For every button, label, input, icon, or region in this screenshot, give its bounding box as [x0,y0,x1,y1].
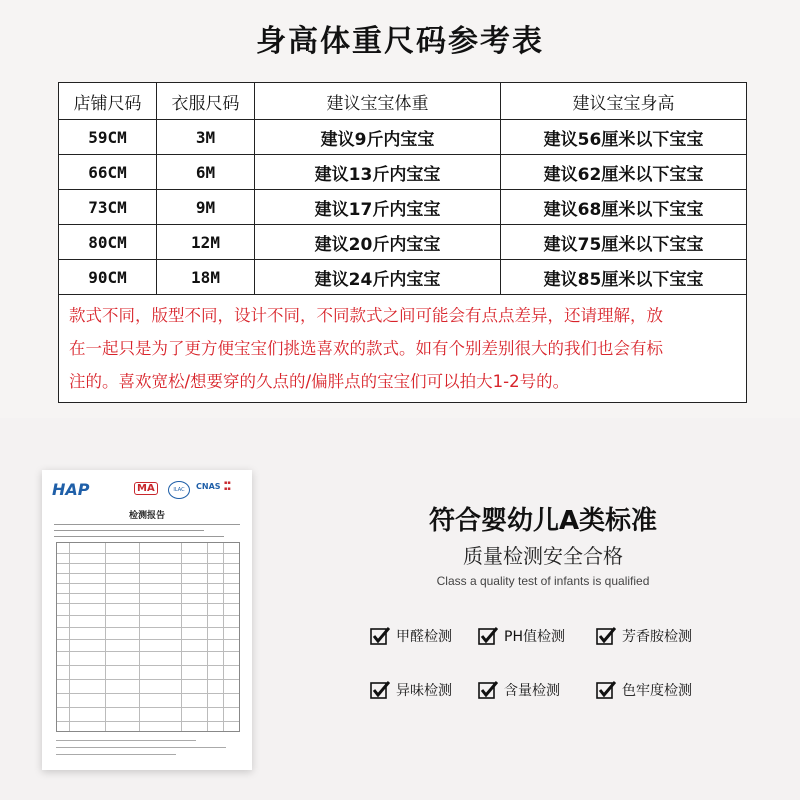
checkbox-checked-icon [596,626,616,646]
column-header: 建议宝宝身高 [501,83,747,120]
weight-cell: 建议24斤内宝宝 [255,260,501,295]
height-cell: 建议62厘米以下宝宝 [501,155,747,190]
report-footer-graphic [56,740,238,761]
column-header: 店铺尺码 [59,83,157,120]
check-label: 芳香胺检测 [622,629,692,645]
size-table [58,82,747,403]
table-header-row [59,83,747,120]
quality-title: 符合婴幼儿A类标准 [428,506,658,536]
check-item [370,680,452,700]
table-row [59,155,747,190]
check-label: 色牢度检测 [622,683,692,699]
quality-subtitle: 质量检测安全合格 [463,544,623,568]
check-item [478,680,560,700]
note-line: 款式不同，版型不同，设计不同，不同款式之间可能会有点点差异，还请理解，放 [69,306,663,325]
shop-size-cell: 59CM [59,120,157,155]
check-item [596,680,692,700]
note-line: 注的。喜欢宽松/想要穿的久点的/偏胖点的宝宝们可以拍大1-2号的。 [69,372,570,391]
checkbox-checked-icon [370,626,390,646]
check-item [370,626,452,646]
checkbox-checked-icon [596,680,616,700]
ilac-logo-icon: ILAC [168,481,190,499]
height-cell: 建议85厘米以下宝宝 [501,260,747,295]
page-title: 身高体重尺码参考表 [256,24,544,59]
shop-size-cell: 80CM [59,225,157,260]
shop-size-cell: 73CM [59,190,157,225]
cloth-size-cell: 6M [157,155,255,190]
divider [54,524,240,525]
cloth-size-cell: 3M [157,120,255,155]
check-label: 异味检测 [396,683,452,699]
checkbox-checked-icon [370,680,390,700]
height-cell: 建议68厘米以下宝宝 [501,190,747,225]
divider [54,536,224,537]
report-table-graphic [56,542,240,732]
check-item [596,626,692,646]
table-row [59,260,747,295]
check-label: 甲醛检测 [396,629,452,645]
check-label: PH值检测 [504,629,565,645]
column-header: 建议宝宝体重 [255,83,501,120]
checkbox-checked-icon [478,626,498,646]
cloth-size-cell: 12M [157,225,255,260]
note-row [59,295,747,403]
cloth-size-cell: 18M [157,260,255,295]
report-title: 检测报告 [128,511,165,521]
size-note [59,295,747,403]
hap-logo: HAP [52,480,90,499]
cloth-size-cell: 9M [157,190,255,225]
weight-cell: 建议20斤内宝宝 [255,225,501,260]
quality-english: Class a quality test of infants is qualified [436,574,650,588]
report-logos [48,478,246,502]
weight-cell: 建议9斤内宝宝 [255,120,501,155]
table-row [59,225,747,260]
height-cell: 建议75厘米以下宝宝 [501,225,747,260]
cnas-logo: CNAS [196,482,221,491]
test-report-image [42,470,252,770]
check-label: 含量检测 [504,683,560,699]
stamp-icon: ▪▪ ▪▪ [224,480,231,492]
height-cell: 建议56厘米以下宝宝 [501,120,747,155]
check-item [478,626,565,646]
table-row [59,120,747,155]
shop-size-cell: 66CM [59,155,157,190]
column-header: 衣服尺码 [157,83,255,120]
weight-cell: 建议13斤内宝宝 [255,155,501,190]
table-row [59,190,747,225]
checkbox-checked-icon [478,680,498,700]
divider [54,530,204,531]
ma-logo: MA [134,482,158,495]
note-line: 在一起只是为了更方便宝宝们挑选喜欢的款式。如有个别差别很大的我们也会有标 [69,339,663,358]
weight-cell: 建议17斤内宝宝 [255,190,501,225]
shop-size-cell: 90CM [59,260,157,295]
